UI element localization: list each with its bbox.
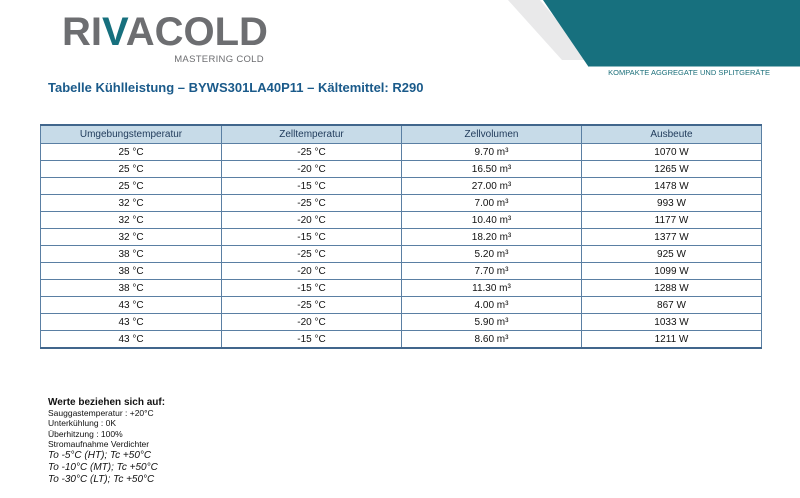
table-cell: 7.00 m³ (402, 195, 582, 212)
note-line: Sauggastemperatur : +20°C (48, 408, 154, 418)
table-cell: 1033 W (582, 314, 762, 331)
table-cell: 867 W (582, 297, 762, 314)
column-header-yield: Ausbeute (582, 125, 762, 144)
table-cell: 38 °C (41, 263, 222, 280)
table-cell: 8.60 m³ (402, 331, 582, 349)
table-cell: 38 °C (41, 246, 222, 263)
table-cell: -15 °C (222, 229, 402, 246)
note-condition-line: To -10°C (MT); Tc +50°C (48, 461, 158, 473)
table-cell: 1377 W (582, 229, 762, 246)
table-cell: 16.50 m³ (402, 161, 582, 178)
table-cell: -20 °C (222, 314, 402, 331)
column-header-cell-volume: Zellvolumen (402, 125, 582, 144)
table-header-row (41, 125, 762, 144)
table-cell: -20 °C (222, 263, 402, 280)
table-cell: -15 °C (222, 178, 402, 195)
table-cell: -25 °C (222, 144, 402, 161)
note-line: Stromaufnahme Verdichter (48, 439, 150, 450)
note-line: Überhitzung : 100% (48, 428, 123, 439)
table-row (41, 246, 762, 263)
table-row (41, 297, 762, 314)
brand-name-v: V (102, 10, 126, 54)
table-row (41, 212, 762, 229)
reference-notes (48, 397, 165, 486)
table-cell: 25 °C (41, 144, 222, 161)
table-cell: 1478 W (582, 178, 762, 195)
table-row (41, 263, 762, 280)
table-row (41, 178, 762, 195)
table-cell: 1099 W (582, 263, 762, 280)
table-cell: 32 °C (41, 212, 222, 229)
table-cell: -25 °C (222, 297, 402, 314)
table-cell: 32 °C (41, 195, 222, 212)
table-cell: 43 °C (41, 314, 222, 331)
table-cell: 32 °C (41, 229, 222, 246)
table-cell: 5.20 m³ (402, 246, 582, 263)
table-cell: 7.70 m³ (402, 263, 582, 280)
table-cell: 43 °C (41, 297, 222, 314)
table-cell: 1211 W (582, 331, 762, 349)
table-row (41, 195, 762, 212)
table-cell: 4.00 m³ (402, 297, 582, 314)
cooling-capacity-table (40, 124, 762, 349)
brand-name-part1: RI (62, 10, 102, 54)
table-cell: 993 W (582, 195, 762, 212)
notes-heading: Werte beziehen sich auf: (48, 397, 166, 408)
page-title: Tabelle Kühlleistung – BYWS301LA40P11 – Kältemittel: R290 (48, 80, 424, 95)
table-cell: 38 °C (41, 280, 222, 297)
brand-wordmark (62, 12, 268, 52)
table-cell: -20 °C (222, 212, 402, 229)
table-cell: 925 W (582, 246, 762, 263)
table-cell: -15 °C (222, 280, 402, 297)
table-cell: 9.70 m³ (402, 144, 582, 161)
table-cell: 1177 W (582, 212, 762, 229)
table-cell: -25 °C (222, 246, 402, 263)
table-cell: -25 °C (222, 195, 402, 212)
table-cell: 18.20 m³ (402, 229, 582, 246)
table-cell: -15 °C (222, 331, 402, 349)
table-cell: 1265 W (582, 161, 762, 178)
brand-slogan: KOMPAKTE AGGREGATE UND SPLITGERÄTE (608, 68, 770, 77)
table-cell: 27.00 m³ (402, 178, 582, 195)
table-cell: 1070 W (582, 144, 762, 161)
column-header-cell-temperature: Zelltemperatur (222, 125, 402, 144)
note-condition-line: To -30°C (LT); Tc +50°C (48, 473, 155, 485)
table-row (41, 229, 762, 246)
brand-name-part2: ACOLD (125, 10, 268, 54)
note-condition-line: To -5°C (HT); Tc +50°C (48, 449, 152, 461)
table-cell: 25 °C (41, 161, 222, 178)
table-row (41, 314, 762, 331)
brand-tagline: MASTERING COLD (174, 54, 264, 65)
table-cell: 5.90 m³ (402, 314, 582, 331)
table-row (41, 144, 762, 161)
brand-logo (62, 10, 268, 65)
note-line: Unterkühlung : 0K (48, 418, 117, 429)
column-header-ambient-temperature: Umgebungstemperatur (41, 125, 222, 144)
table-cell: 25 °C (41, 178, 222, 195)
table-cell: 11.30 m³ (402, 280, 582, 297)
table-row (41, 280, 762, 297)
table-cell: 10.40 m³ (402, 212, 582, 229)
table-cell: 1288 W (582, 280, 762, 297)
table-cell: 43 °C (41, 331, 222, 349)
table-cell: -20 °C (222, 161, 402, 178)
table-row (41, 331, 762, 349)
header-teal-banner (543, 0, 800, 66)
table-row (41, 161, 762, 178)
